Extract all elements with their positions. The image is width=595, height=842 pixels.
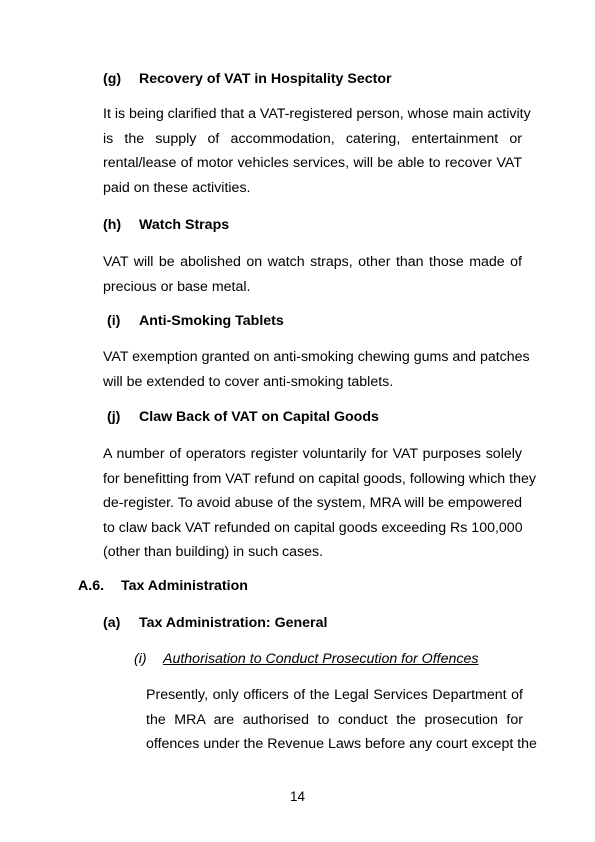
body-line: offences under the Revenue Laws before any court except the	[146, 736, 537, 752]
section-i-title: Anti-Smoking Tablets	[139, 313, 284, 329]
section-j-body	[103, 442, 536, 565]
body-line: A number of operators register voluntarily for VAT purposes solely	[103, 446, 522, 462]
body-line: the MRA are authorised to conduct the prosecution for	[146, 711, 523, 728]
section-j-title: Claw Back of VAT on Capital Goods	[139, 409, 379, 425]
subsub-body	[146, 683, 537, 757]
section-i-label: (i)	[107, 313, 121, 329]
body-line: VAT will be abolished on watch straps, other than those made of	[103, 254, 522, 270]
section-g-body	[103, 102, 531, 200]
main-section-label: A.6.	[78, 578, 105, 594]
body-line: paid on these activities.	[103, 179, 251, 196]
subsection-label: (a)	[103, 615, 121, 631]
body-line: will be extended to cover anti-smoking tablets.	[103, 373, 394, 390]
section-g-label: (g)	[103, 71, 122, 87]
body-line: (other than building) in such cases.	[103, 544, 324, 560]
section-g-title: Recovery of VAT in Hospitality Sector	[139, 71, 392, 87]
main-section-title: Tax Administration	[121, 578, 248, 594]
body-line: Presently, only officers of the Legal Services Department of	[146, 687, 523, 703]
section-j-label: (j)	[107, 409, 121, 425]
section-i-body	[103, 345, 530, 394]
subsub-title-text: Authorisation to Conduct Prosecution for Offences	[163, 651, 479, 667]
body-line: for benefitting from VAT refund on capital goods, following which they	[103, 470, 536, 487]
subsection-title: Tax Administration: General	[139, 615, 328, 631]
section-h-label: (h)	[103, 217, 122, 233]
body-line: is the supply of accommodation, catering, entertainment or	[103, 130, 522, 147]
section-h-title: Watch Straps	[139, 217, 230, 233]
subsub-title	[163, 651, 478, 667]
page-number: 14	[289, 789, 306, 804]
body-line: to claw back VAT refunded on capital goods exceeding Rs 100,000	[103, 519, 523, 536]
body-line: VAT exemption granted on anti-smoking chewing gums and patches	[103, 349, 530, 365]
body-line: de-register. To avoid abuse of the system, MRA will be empowered	[103, 495, 522, 511]
body-line: precious or base metal.	[103, 278, 251, 295]
body-line: It is being clarified that a VAT-registered person, whose main activity	[103, 106, 531, 122]
body-line: rental/lease of motor vehicles services, will be able to recover VAT	[103, 155, 522, 171]
subsub-label: (i)	[134, 651, 147, 667]
section-h-body	[103, 250, 522, 299]
